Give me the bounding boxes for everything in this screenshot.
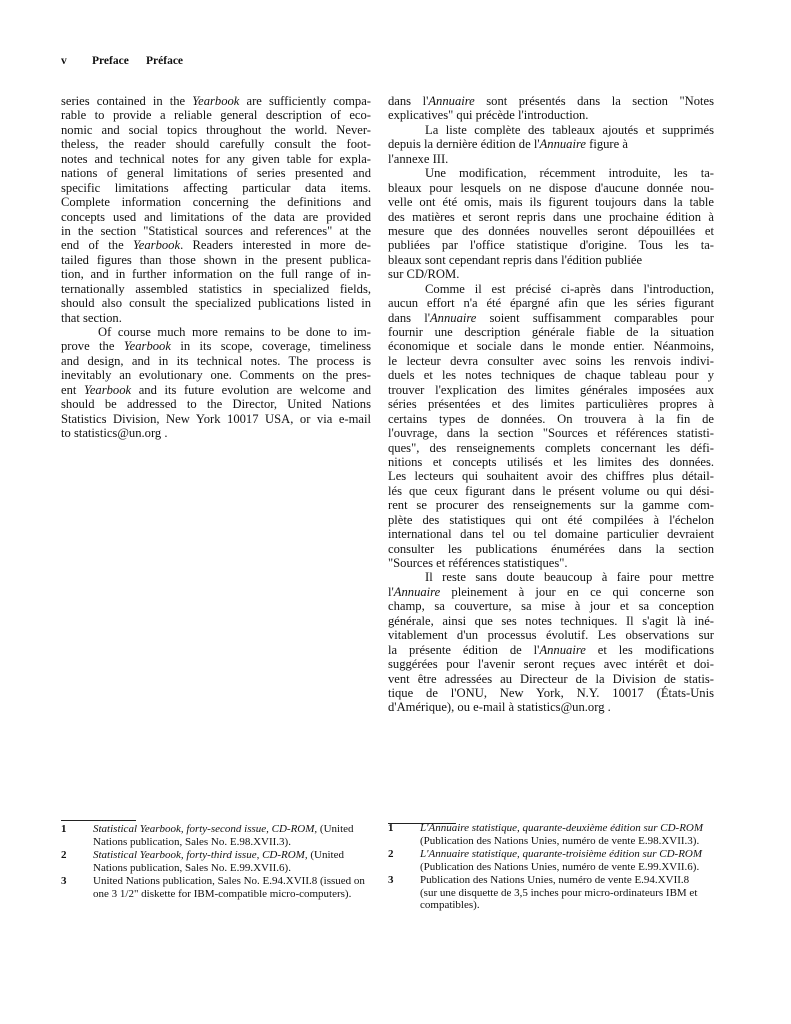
text-line bbox=[388, 397, 714, 411]
text-run: des matières et seront repris dans une prochaine édition à bbox=[388, 209, 714, 224]
footnote-number: 2 bbox=[388, 847, 394, 860]
text-run: tion, and in further information on the full range of in- bbox=[61, 267, 371, 282]
text-line bbox=[61, 238, 371, 252]
english-column bbox=[61, 94, 371, 441]
text-line bbox=[388, 224, 714, 238]
text-line bbox=[388, 210, 714, 224]
text-run: prove the bbox=[61, 339, 124, 354]
text-line bbox=[388, 686, 714, 700]
text-run: la présente édition de l' bbox=[388, 642, 540, 657]
text-run: soient suffisamment comparables pour bbox=[476, 310, 714, 325]
text-line bbox=[61, 181, 371, 195]
text-line bbox=[388, 267, 714, 281]
text-line bbox=[61, 412, 371, 426]
text-run: notes and technical notes for any given table for expla- bbox=[61, 151, 371, 166]
footnote-rule-en bbox=[61, 820, 136, 821]
text-line bbox=[388, 296, 714, 310]
running-title-fr: Préface bbox=[146, 55, 184, 67]
italic-text: Annuaire bbox=[393, 584, 441, 599]
running-title-en: Preface bbox=[92, 55, 129, 67]
text-line bbox=[388, 469, 714, 483]
text-line bbox=[61, 339, 371, 353]
text-line bbox=[388, 426, 714, 440]
text-run: tique de l'ONU, New York, N.Y. 10017 (États-Unis bbox=[388, 685, 714, 700]
text-line bbox=[388, 412, 714, 426]
italic-text: Statistical Yearbook, forty-third issue, CD-ROM, bbox=[93, 848, 308, 861]
text-line bbox=[388, 657, 714, 671]
footnote bbox=[61, 875, 373, 901]
text-line bbox=[388, 585, 714, 599]
text-line bbox=[388, 643, 714, 657]
text-line bbox=[61, 267, 371, 281]
text-line bbox=[388, 166, 714, 180]
text-run: sur CD/ROM. bbox=[388, 267, 460, 282]
text-line bbox=[61, 354, 371, 368]
text-line bbox=[388, 441, 714, 455]
text-line bbox=[388, 181, 714, 195]
text-line bbox=[61, 426, 371, 440]
text-run: sont présentés dans la section "Notes bbox=[474, 94, 714, 108]
text-run: lés que ceux figurant dans le présent volume ou qui dési- bbox=[388, 483, 714, 498]
text-line bbox=[61, 325, 371, 339]
text-run: publiées par l'office statistique d'origine. Tous les ta- bbox=[388, 238, 714, 253]
text-run: that section. bbox=[61, 310, 122, 325]
footnote-text bbox=[420, 848, 706, 874]
text-line bbox=[388, 672, 714, 686]
text-line bbox=[388, 339, 714, 353]
text-run: consulter les publications énumérées dans la section bbox=[388, 541, 714, 556]
italic-text: Yearbook bbox=[83, 382, 132, 397]
text-line bbox=[61, 166, 371, 180]
text-run: . Readers interested in more de- bbox=[180, 238, 371, 253]
footnote bbox=[388, 848, 706, 874]
text-run: are sufficiently compa- bbox=[239, 94, 371, 108]
text-run: le lecteur devra consulter avec soins les renvois indivi- bbox=[388, 353, 714, 368]
text-run: certains types de données. On trouvera à la fin de bbox=[388, 411, 714, 426]
text-run: bleaux pour lesquels on ne dispose d'aucune donnée nou- bbox=[388, 180, 714, 195]
footnote-number: 3 bbox=[61, 874, 67, 887]
text-line bbox=[61, 253, 371, 267]
text-line bbox=[61, 282, 371, 296]
text-run: should be addressed to the Director, United Nations bbox=[61, 397, 371, 412]
text-run: vitablement d'un processus évolutif. Les observations sur bbox=[388, 628, 714, 643]
text-line bbox=[388, 354, 714, 368]
text-run: économique et sociale dans le monde entier. Néanmoins, bbox=[388, 339, 714, 354]
text-run: Une modification, récemment introduite, les ta- bbox=[425, 166, 714, 181]
text-run: nitions et concepts utilisés et les limites des données. bbox=[388, 454, 714, 469]
text-run: and design, and in its technical notes. The process is bbox=[61, 353, 371, 368]
text-run: et les modifications bbox=[585, 642, 714, 657]
footnote bbox=[388, 822, 706, 848]
text-line bbox=[388, 195, 714, 209]
text-run: vent être adressées au Directeur de la Division de statis- bbox=[388, 671, 714, 686]
text-run: tailed figures than those shown in the present publica- bbox=[61, 252, 371, 267]
text-run: should also consult the specialized publications listed in bbox=[61, 296, 371, 311]
text-line bbox=[61, 397, 371, 411]
text-run: fournir une description générale fiable de la situation bbox=[388, 325, 714, 339]
text-run: duels et les notes techniques de chaque tableau pour y bbox=[388, 368, 714, 383]
text-run: specific limitations affecting particular data items. bbox=[61, 180, 371, 195]
text-run: Comme il est précisé ci-après dans l'introduction, bbox=[425, 281, 714, 296]
footnotes-fr bbox=[388, 822, 706, 912]
text-run: ent bbox=[61, 382, 84, 397]
italic-text: Annuaire bbox=[539, 642, 586, 657]
italic-text: Yearbook bbox=[123, 339, 171, 354]
text-run: l' bbox=[388, 584, 394, 599]
text-line bbox=[61, 210, 371, 224]
italic-text: Annuaire bbox=[429, 310, 477, 325]
text-run: d'Amérique), ou e-mail à statistics@un.org . bbox=[388, 700, 611, 715]
text-run: pleinement à jour en ce qui concerne son bbox=[440, 584, 714, 599]
text-run: and its future evolution are welcome and bbox=[131, 382, 371, 397]
text-run: l'ouvrage, dans la section "Sources et références statisti- bbox=[388, 426, 714, 441]
text-line bbox=[61, 108, 371, 122]
text-run: Statistics Division, New York 10017 USA, or via e-mail bbox=[61, 411, 371, 426]
text-line bbox=[388, 513, 714, 527]
text-run: dans l' bbox=[388, 94, 429, 108]
text-run: aucun effort n'a été épargné afin que les séries figurant bbox=[388, 296, 714, 311]
text-run: suggérées pour l'avenir seront reçues avec intérêt et doi- bbox=[388, 657, 714, 672]
italic-text: Yearbook bbox=[192, 94, 240, 108]
footnote bbox=[61, 823, 373, 849]
text-line bbox=[61, 296, 371, 310]
text-line bbox=[388, 238, 714, 252]
footnote-text bbox=[93, 849, 373, 875]
footnote-number: 1 bbox=[388, 822, 394, 834]
footnote-text bbox=[420, 822, 706, 848]
footnote-number: 2 bbox=[61, 848, 67, 861]
footnote-number: 3 bbox=[388, 873, 394, 886]
text-run: bleaux sont cependant repris dans l'édition publiée bbox=[388, 252, 643, 267]
text-line bbox=[388, 123, 714, 137]
text-run: (Publication des Nations Unies, numéro de vente E.98.XVII.3). bbox=[420, 834, 700, 847]
text-run: theless, the reader should carefully consult the foot- bbox=[61, 137, 371, 152]
text-run: rent se procurer des renseignements sur la gamme com- bbox=[388, 498, 714, 513]
text-line bbox=[61, 311, 371, 325]
text-run: velle ont été omis, mais ils figurent toujours dans la table bbox=[388, 195, 714, 210]
text-run: series contained in the bbox=[61, 94, 193, 108]
text-run: La liste complète des tableaux ajoutés et supprimés bbox=[425, 122, 714, 137]
italic-text: L'Annuaire statistique, quarante-deuxième édition sur CD-ROM bbox=[420, 822, 704, 834]
text-run: (Publication des Nations Unies, numéro de vente E.99.XVII.6). bbox=[420, 860, 700, 873]
text-run: inevitably an evolutionary one. Comments on the pres- bbox=[61, 368, 371, 383]
text-line bbox=[61, 137, 371, 151]
text-run: dans l' bbox=[388, 310, 430, 325]
page-number: v bbox=[61, 55, 67, 67]
text-run: in the section "Statistical sources and references" at the bbox=[61, 223, 371, 238]
text-run: générale, ainsi que ses notes techniques. Il s'agit là iné- bbox=[388, 613, 714, 628]
text-run: Publication des Nations Unies, numéro de vente E.94.XVII.8 (sur une disquette de 3,5 inches pour micro-ordinateurs IBM et compatibles). bbox=[420, 873, 698, 912]
text-line bbox=[61, 383, 371, 397]
footnote bbox=[388, 874, 706, 913]
footnote-text bbox=[420, 874, 706, 913]
text-run: "Sources et références statistiques". bbox=[388, 556, 568, 570]
text-run: Complete information concerning the definitions and bbox=[61, 195, 371, 210]
footnote-text bbox=[93, 823, 373, 849]
italic-text: Yearbook bbox=[132, 238, 181, 253]
text-line bbox=[388, 383, 714, 397]
text-line bbox=[388, 570, 714, 584]
text-line bbox=[388, 94, 714, 108]
footnotes-en bbox=[61, 823, 373, 900]
text-run: nations of general limitations of series presented and bbox=[61, 166, 371, 181]
text-run: rable to provide a reliable general description of eco- bbox=[61, 108, 371, 123]
text-line bbox=[388, 325, 714, 339]
text-run: figure à bbox=[586, 137, 628, 152]
text-run: séries présentées et des limites particulières propres à bbox=[388, 397, 714, 412]
text-line bbox=[61, 195, 371, 209]
text-line bbox=[388, 253, 714, 267]
text-run: in its scope, coverage, timeliness bbox=[170, 339, 371, 354]
italic-text: Annuaire bbox=[428, 94, 475, 108]
text-line bbox=[61, 123, 371, 137]
text-run: l'annexe III. bbox=[388, 151, 449, 166]
text-line bbox=[388, 282, 714, 296]
text-line bbox=[388, 137, 714, 151]
footnote-number: 1 bbox=[61, 823, 67, 835]
italic-text: Annuaire bbox=[539, 137, 586, 152]
footnote bbox=[61, 849, 373, 875]
text-line bbox=[388, 556, 714, 570]
text-line bbox=[388, 628, 714, 642]
french-column bbox=[388, 94, 714, 715]
text-run: Of course much more remains to be done to im- bbox=[98, 325, 371, 339]
text-run: to statistics@un.org . bbox=[61, 426, 168, 441]
italic-text: L'Annuaire statistique, quarante-troisième édition sur CD-ROM bbox=[420, 847, 703, 860]
text-line bbox=[388, 484, 714, 498]
text-line bbox=[388, 152, 714, 166]
text-run: champ, sa couverture, sa mise à jour et sa conception bbox=[388, 599, 714, 614]
text-line bbox=[388, 542, 714, 556]
text-line bbox=[61, 94, 371, 108]
text-line bbox=[61, 152, 371, 166]
text-run: United Nations publication, Sales No. E.94.XVII.8 (issued on one 3 1/2" diskette for IBM-compatible micro-computers). bbox=[93, 874, 365, 900]
text-run: ques", des renseignements complets concernant les défi- bbox=[388, 440, 714, 455]
text-run: mesure que des données nouvelles seront dépouillées et bbox=[388, 223, 714, 238]
text-run: plète des statistiques qui ont été compilées à l'échelon bbox=[388, 512, 714, 527]
text-run: international dans tel ou tel domaine particulier devraient bbox=[388, 527, 714, 542]
footnote-text bbox=[93, 875, 373, 901]
text-run: nomic and social topics throughout the world. Never- bbox=[61, 122, 371, 137]
italic-text: Statistical Yearbook, forty-second issue, CD-ROM, bbox=[93, 823, 318, 835]
text-run: ternationally assembled statistics in specialized fields, bbox=[61, 281, 371, 296]
text-run: Les lecteurs qui souhaitent avoir des chiffres plus détail- bbox=[388, 469, 714, 484]
text-line bbox=[388, 527, 714, 541]
text-line bbox=[388, 311, 714, 325]
text-line bbox=[388, 108, 714, 122]
text-line bbox=[388, 498, 714, 512]
text-run: concepts used and limitations of the data are provided bbox=[61, 209, 371, 224]
text-run: Il reste sans doute beaucoup à faire pour mettre bbox=[425, 570, 714, 585]
text-line bbox=[61, 368, 371, 382]
text-line bbox=[388, 614, 714, 628]
text-run: (United Nations publication, Sales No. E.99.XVII.6). bbox=[93, 848, 344, 874]
text-line bbox=[388, 368, 714, 382]
text-run: depuis la dernière édition de l' bbox=[388, 137, 540, 152]
text-line bbox=[61, 224, 371, 238]
text-run: explicatives" qui précède l'introduction. bbox=[388, 108, 589, 123]
text-line bbox=[388, 700, 714, 714]
text-line bbox=[388, 455, 714, 469]
text-run: end of the bbox=[61, 238, 133, 253]
text-run: (United Nations publication, Sales No. E.98.XVII.3). bbox=[93, 823, 354, 848]
text-run: trouver l'explication des limites générales imposées aux bbox=[388, 382, 714, 397]
text-line bbox=[388, 599, 714, 613]
